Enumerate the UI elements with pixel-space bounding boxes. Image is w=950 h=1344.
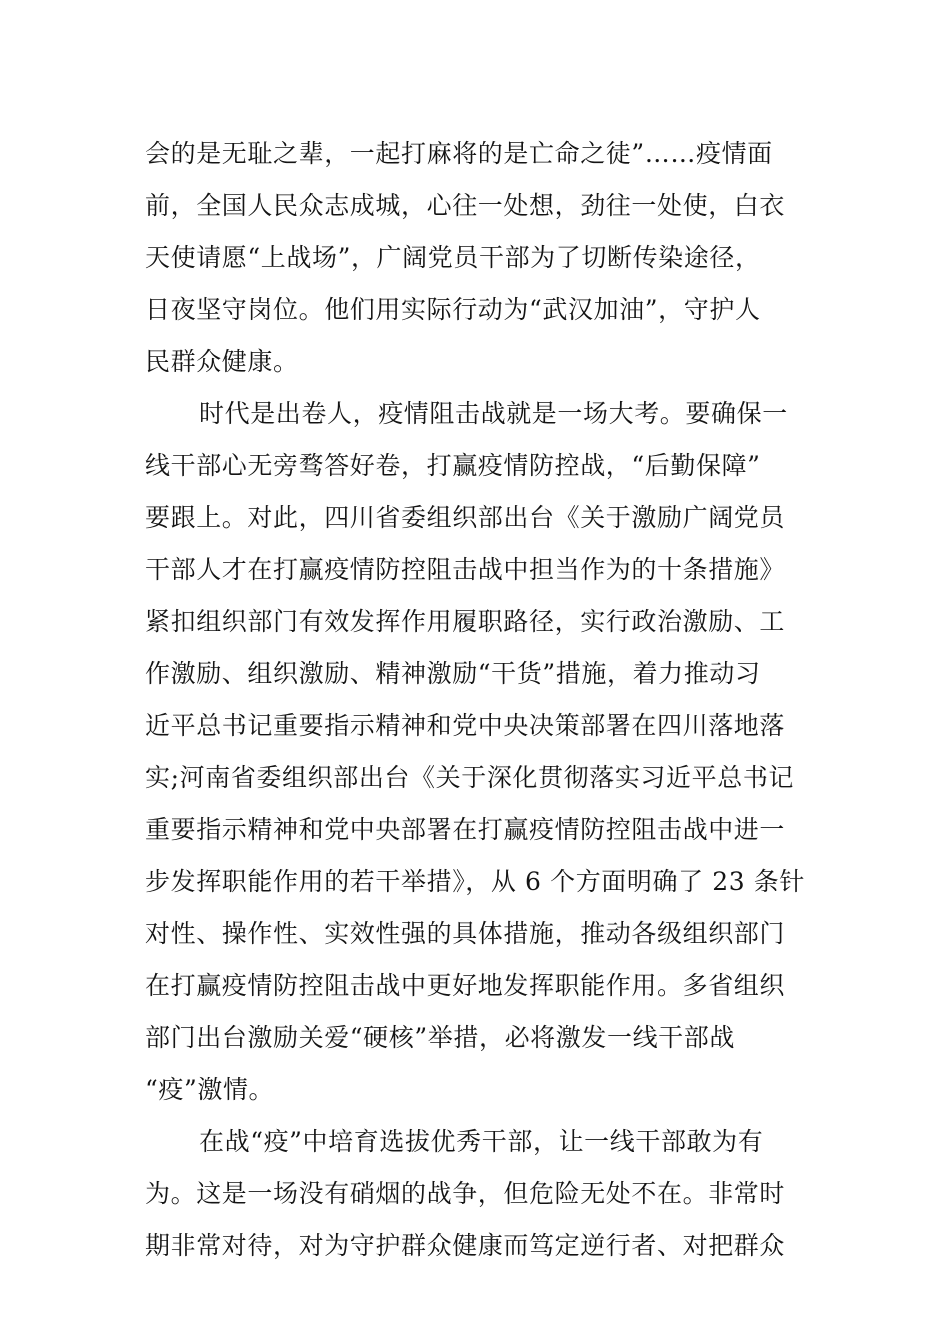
text-line: 线干部心无旁骛答好卷，打赢疫情防控战，“后勤保障”	[145, 451, 761, 480]
text-line: 要跟上。对此，四川省委组织部出台《关于激励广阔党员	[145, 503, 786, 532]
text-line: 期非常对待，对为守护群众健康而笃定逆行者、对把群众	[145, 1231, 786, 1260]
paragraph-first-line: 时代是出卷人，疫情阻击战就是一场大考。要确保一	[199, 399, 788, 428]
text-line: 对性、操作性、实效性强的具体措施，推动各级组织部门	[145, 919, 786, 948]
text-line: 重要指示精神和党中央部署在打赢疫情防控阻击战中进一	[145, 815, 786, 844]
text-line: 实;河南省委组织部出台《关于深化贯彻落实习近平总书记	[145, 763, 795, 792]
text-line: 干部人才在打赢疫情防控阻击战中担当作为的十条措施》	[145, 555, 786, 584]
text-line: 作激励、组织激励、精神激励“干货”措施，着力推动习	[145, 659, 761, 688]
text-line: 为。这是一场没有硝烟的战争，但危险无处不在。非常时	[145, 1179, 786, 1208]
text-line: 部门出台激励关爱“硬核”举措，必将激发一线干部战	[145, 1023, 735, 1052]
text-line: 天使请愿“上战场”，广阔党员干部为了切断传染途径，	[145, 243, 761, 272]
text-line: 会的是无耻之辈，一起打麻将的是亡命之徒”……疫情面	[145, 139, 773, 168]
text-line: 民群众健康。	[145, 347, 299, 376]
text-line: 在打赢疫情防控阻击战中更好地发挥职能作用。多省组织	[145, 971, 786, 1000]
text-line: 日夜坚守岗位。他们用实际行动为“武汉加油”，守护人	[145, 295, 761, 324]
paragraph-first-line: 在战“疫”中培育选拔优秀干部，让一线干部敢为有	[199, 1127, 764, 1156]
text-line: 近平总书记重要指示精神和党中央决策部署在四川落地落	[145, 711, 786, 740]
body-text	[145, 128, 815, 1272]
text-line: 紧扣组织部门有效发挥作用履职路径，实行政治激励、工	[145, 607, 786, 636]
text-line: 步发挥职能作用的若干举措》，从 6 个方面明确了 23 条针	[145, 867, 806, 896]
text-line: “疫”激情。	[145, 1075, 275, 1104]
text-line: 前，全国人民众志成城，心往一处想，劲往一处使，白衣	[145, 191, 786, 220]
